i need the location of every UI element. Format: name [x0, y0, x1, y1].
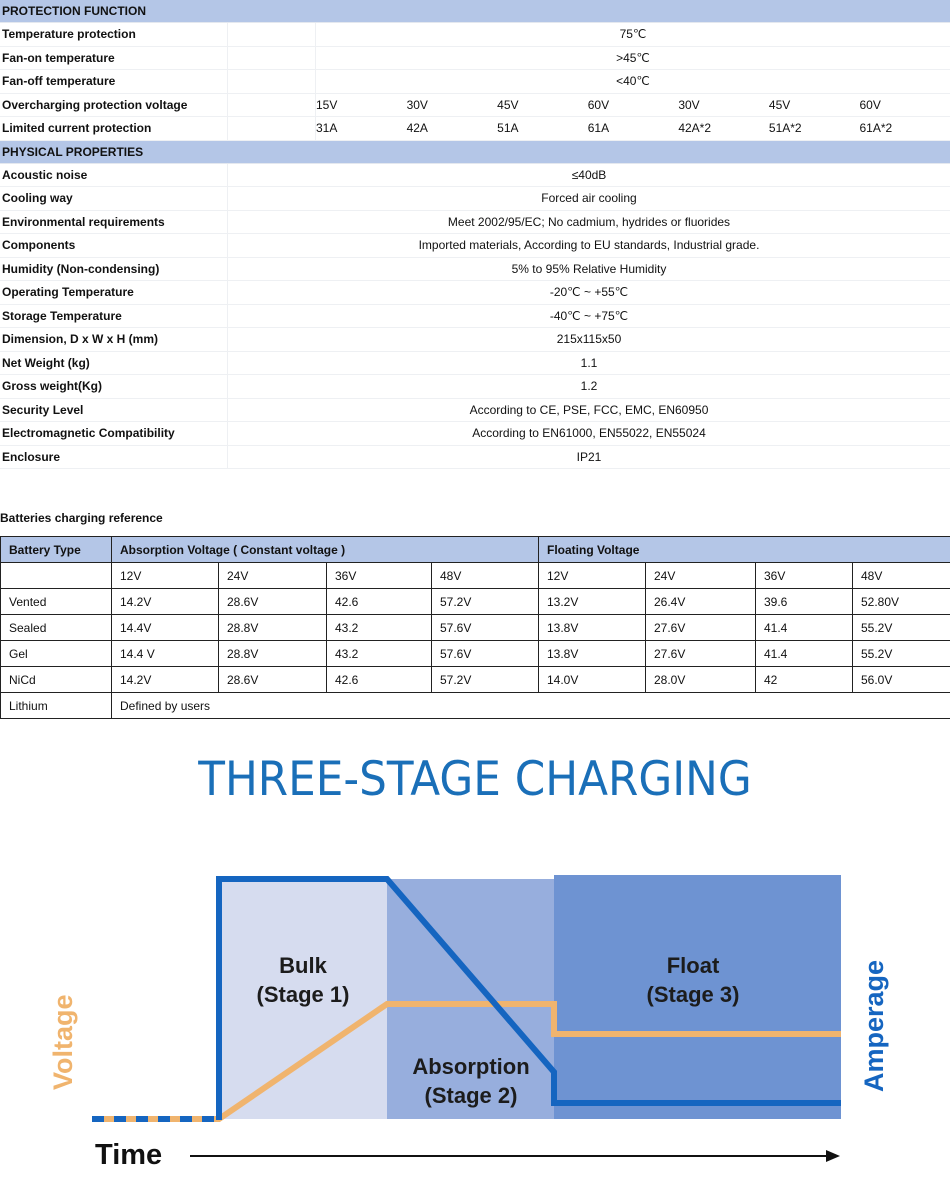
spec-label: Overcharging protection voltage	[0, 94, 228, 117]
voltage-cell: 24V	[219, 563, 327, 589]
spec-table	[0, 0, 950, 469]
voltage-axis-label: Voltage	[48, 994, 78, 1090]
battery-value: 14.2V	[112, 589, 219, 615]
spec-value: -40℃ ~ +75℃	[549, 308, 629, 323]
spec-label: Cooling way	[0, 187, 228, 210]
spec-label: Electromagnetic Compatibility	[0, 422, 228, 445]
time-arrow-head	[826, 1150, 840, 1162]
battery-value: 14.4 V	[112, 641, 219, 667]
spec-value: <40℃	[616, 74, 650, 88]
battery-value: 28.8V	[219, 641, 327, 667]
spec-label: Humidity (Non-condensing)	[0, 258, 228, 281]
battery-name: Lithium	[1, 693, 112, 719]
spec-label: Enclosure	[0, 446, 228, 469]
battery-value: 28.6V	[219, 667, 327, 693]
spec-row	[0, 446, 950, 470]
spec-label: Storage Temperature	[0, 305, 228, 328]
battery-value: 55.2V	[853, 615, 950, 641]
spec-label: Components	[0, 234, 228, 257]
spec-value: >45℃	[616, 50, 650, 65]
battery-value: 57.6V	[432, 615, 539, 641]
three-stage-charging-diagram	[0, 850, 950, 1204]
bulk-stage-label: (Stage 1)	[256, 982, 350, 1007]
voltage-cell: 12V	[112, 563, 219, 589]
spec-row	[0, 234, 950, 258]
spec-cell: 51A*2	[768, 121, 802, 135]
spec-value: Meet 2002/95/EC; No cadmium, hydrides or fluorides	[447, 214, 731, 229]
spec-label: Dimension, D x W x H (mm)	[0, 328, 228, 351]
spec-row	[0, 422, 950, 446]
spec-cell: 15V	[316, 97, 338, 112]
voltage-cell: 36V	[327, 563, 432, 589]
battery-value: 13.8V	[539, 641, 646, 667]
spec-row	[0, 70, 950, 94]
spec-row	[0, 211, 950, 235]
spec-value: Forced air cooling	[541, 191, 637, 205]
battery-value: 41.4	[756, 641, 853, 667]
battery-value: 28.8V	[219, 615, 327, 641]
absorption-label: Absorption	[412, 1054, 530, 1079]
figure-title: THREE-STAGE CHARGING	[198, 752, 752, 807]
battery-value: 14.0V	[539, 667, 646, 693]
spec-label: Fan-on temperature	[0, 47, 228, 70]
spec-cell: 51A	[497, 121, 519, 135]
spec-cell: 60V	[587, 97, 610, 112]
spec-value: IP21	[576, 449, 602, 464]
spec-row	[0, 47, 950, 71]
battery-name: Gel	[1, 641, 112, 667]
spec-row	[0, 352, 950, 376]
battery-row	[1, 589, 950, 615]
spec-cell: 42A	[406, 121, 428, 135]
battery-value: 26.4V	[646, 589, 756, 615]
battery-row	[1, 615, 950, 641]
bulk-label: Bulk	[279, 953, 327, 978]
battery-value: 52.80V	[853, 589, 950, 615]
battery-value: 42	[756, 667, 853, 693]
spec-row	[0, 328, 950, 352]
spec-row	[0, 399, 950, 423]
spec-row	[0, 164, 950, 188]
battery-row-lithium	[1, 693, 950, 719]
time-axis-label: Time	[95, 1139, 163, 1171]
battery-value: 57.2V	[432, 589, 539, 615]
voltage-cell: 48V	[432, 563, 539, 589]
spec-cell: 30V	[678, 97, 700, 112]
spec-value: According to CE, PSE, FCC, EMC, EN60950	[469, 402, 709, 417]
spec-cell: 45V	[497, 97, 519, 112]
voltage-cell: 36V	[756, 563, 853, 589]
spec-cell: 42A*2	[678, 121, 712, 135]
battery-name: Vented	[1, 589, 112, 615]
spec-value: Imported materials, According to EU standards, Industrial grade.	[418, 238, 760, 252]
spec-label: Limited current protection	[0, 117, 228, 140]
battery-value: 43.2	[327, 615, 432, 641]
spec-cell: 61A*2	[859, 121, 893, 135]
spec-cell: 45V	[768, 97, 791, 112]
battery-value: 14.4V	[112, 615, 219, 641]
spec-label: Acoustic noise	[0, 164, 228, 187]
absorption-stage-label: (Stage 2)	[424, 1083, 518, 1108]
battery-value: 55.2V	[853, 641, 950, 667]
spec-row-overcharge	[0, 94, 950, 118]
section-header-physical: PHYSICAL PROPERTIES	[0, 141, 950, 164]
spec-label: Operating Temperature	[0, 281, 228, 304]
battery-type-header: Battery Type	[1, 537, 112, 563]
battery-value: 28.6V	[219, 589, 327, 615]
spec-label: Net Weight (kg)	[0, 352, 228, 375]
spec-label: Environmental requirements	[0, 211, 228, 234]
battery-row	[1, 641, 950, 667]
spec-value: 1.2	[580, 379, 598, 393]
spec-value: 5% to 95% Relative Humidity	[511, 261, 667, 276]
battery-row	[1, 667, 950, 693]
spec-row	[0, 281, 950, 305]
battery-value: 43.2	[327, 641, 432, 667]
voltage-cell: 12V	[539, 563, 646, 589]
spec-value: 75℃	[619, 27, 647, 41]
battery-table-title: Batteries charging reference	[0, 511, 163, 525]
spec-row	[0, 305, 950, 329]
section-header-protection: PROTECTION FUNCTION	[0, 0, 950, 23]
spec-cell: 30V	[406, 97, 428, 112]
battery-value: 56.0V	[853, 667, 950, 693]
spec-label: Temperature protection	[0, 23, 228, 46]
spec-value: ≤40dB	[571, 167, 607, 182]
battery-value: 57.2V	[432, 667, 539, 693]
battery-value: 57.6V	[432, 641, 539, 667]
battery-value: 39.6	[756, 589, 853, 615]
amperage-axis-label: Amperage	[859, 959, 889, 1092]
float-label: Float	[666, 953, 720, 978]
spec-value: -20℃ ~ +55℃	[549, 285, 629, 299]
battery-value: 13.2V	[539, 589, 646, 615]
battery-value: 28.0V	[646, 667, 756, 693]
voltage-cell: 48V	[853, 563, 950, 589]
battery-value: Defined by users	[112, 693, 950, 719]
spec-row	[0, 375, 950, 399]
absorption-header: Absorption Voltage ( Constant voltage )	[112, 537, 539, 563]
floating-header: Floating Voltage	[539, 537, 950, 563]
battery-value: 14.2V	[112, 667, 219, 693]
battery-value: 27.6V	[646, 615, 756, 641]
spec-cell: 60V	[859, 97, 881, 112]
spec-value: 215x115x50	[556, 332, 622, 346]
spec-label: Gross weight(Kg)	[0, 375, 228, 398]
battery-value: 42.6	[327, 667, 432, 693]
voltage-row	[1, 563, 950, 589]
battery-table	[0, 536, 950, 719]
spec-row	[0, 187, 950, 211]
battery-name: Sealed	[1, 615, 112, 641]
float-stage-label: (Stage 3)	[646, 982, 740, 1007]
battery-value: 13.8V	[539, 615, 646, 641]
battery-value: 42.6	[327, 589, 432, 615]
spec-label: Fan-off temperature	[0, 70, 228, 93]
battery-name: NiCd	[1, 667, 112, 693]
spec-row	[0, 23, 950, 47]
spec-row-current	[0, 117, 950, 141]
battery-value: 41.4	[756, 615, 853, 641]
spec-cell: 61A	[587, 121, 610, 135]
spec-label: Security Level	[0, 399, 228, 422]
spec-cell: 31A	[316, 121, 338, 135]
battery-value: 27.6V	[646, 641, 756, 667]
voltage-cell: 24V	[646, 563, 756, 589]
battery-header-row	[1, 537, 950, 563]
spec-value: 1.1	[580, 355, 598, 370]
spec-row	[0, 258, 950, 282]
spec-value: According to EN61000, EN55022, EN55024	[472, 426, 706, 440]
